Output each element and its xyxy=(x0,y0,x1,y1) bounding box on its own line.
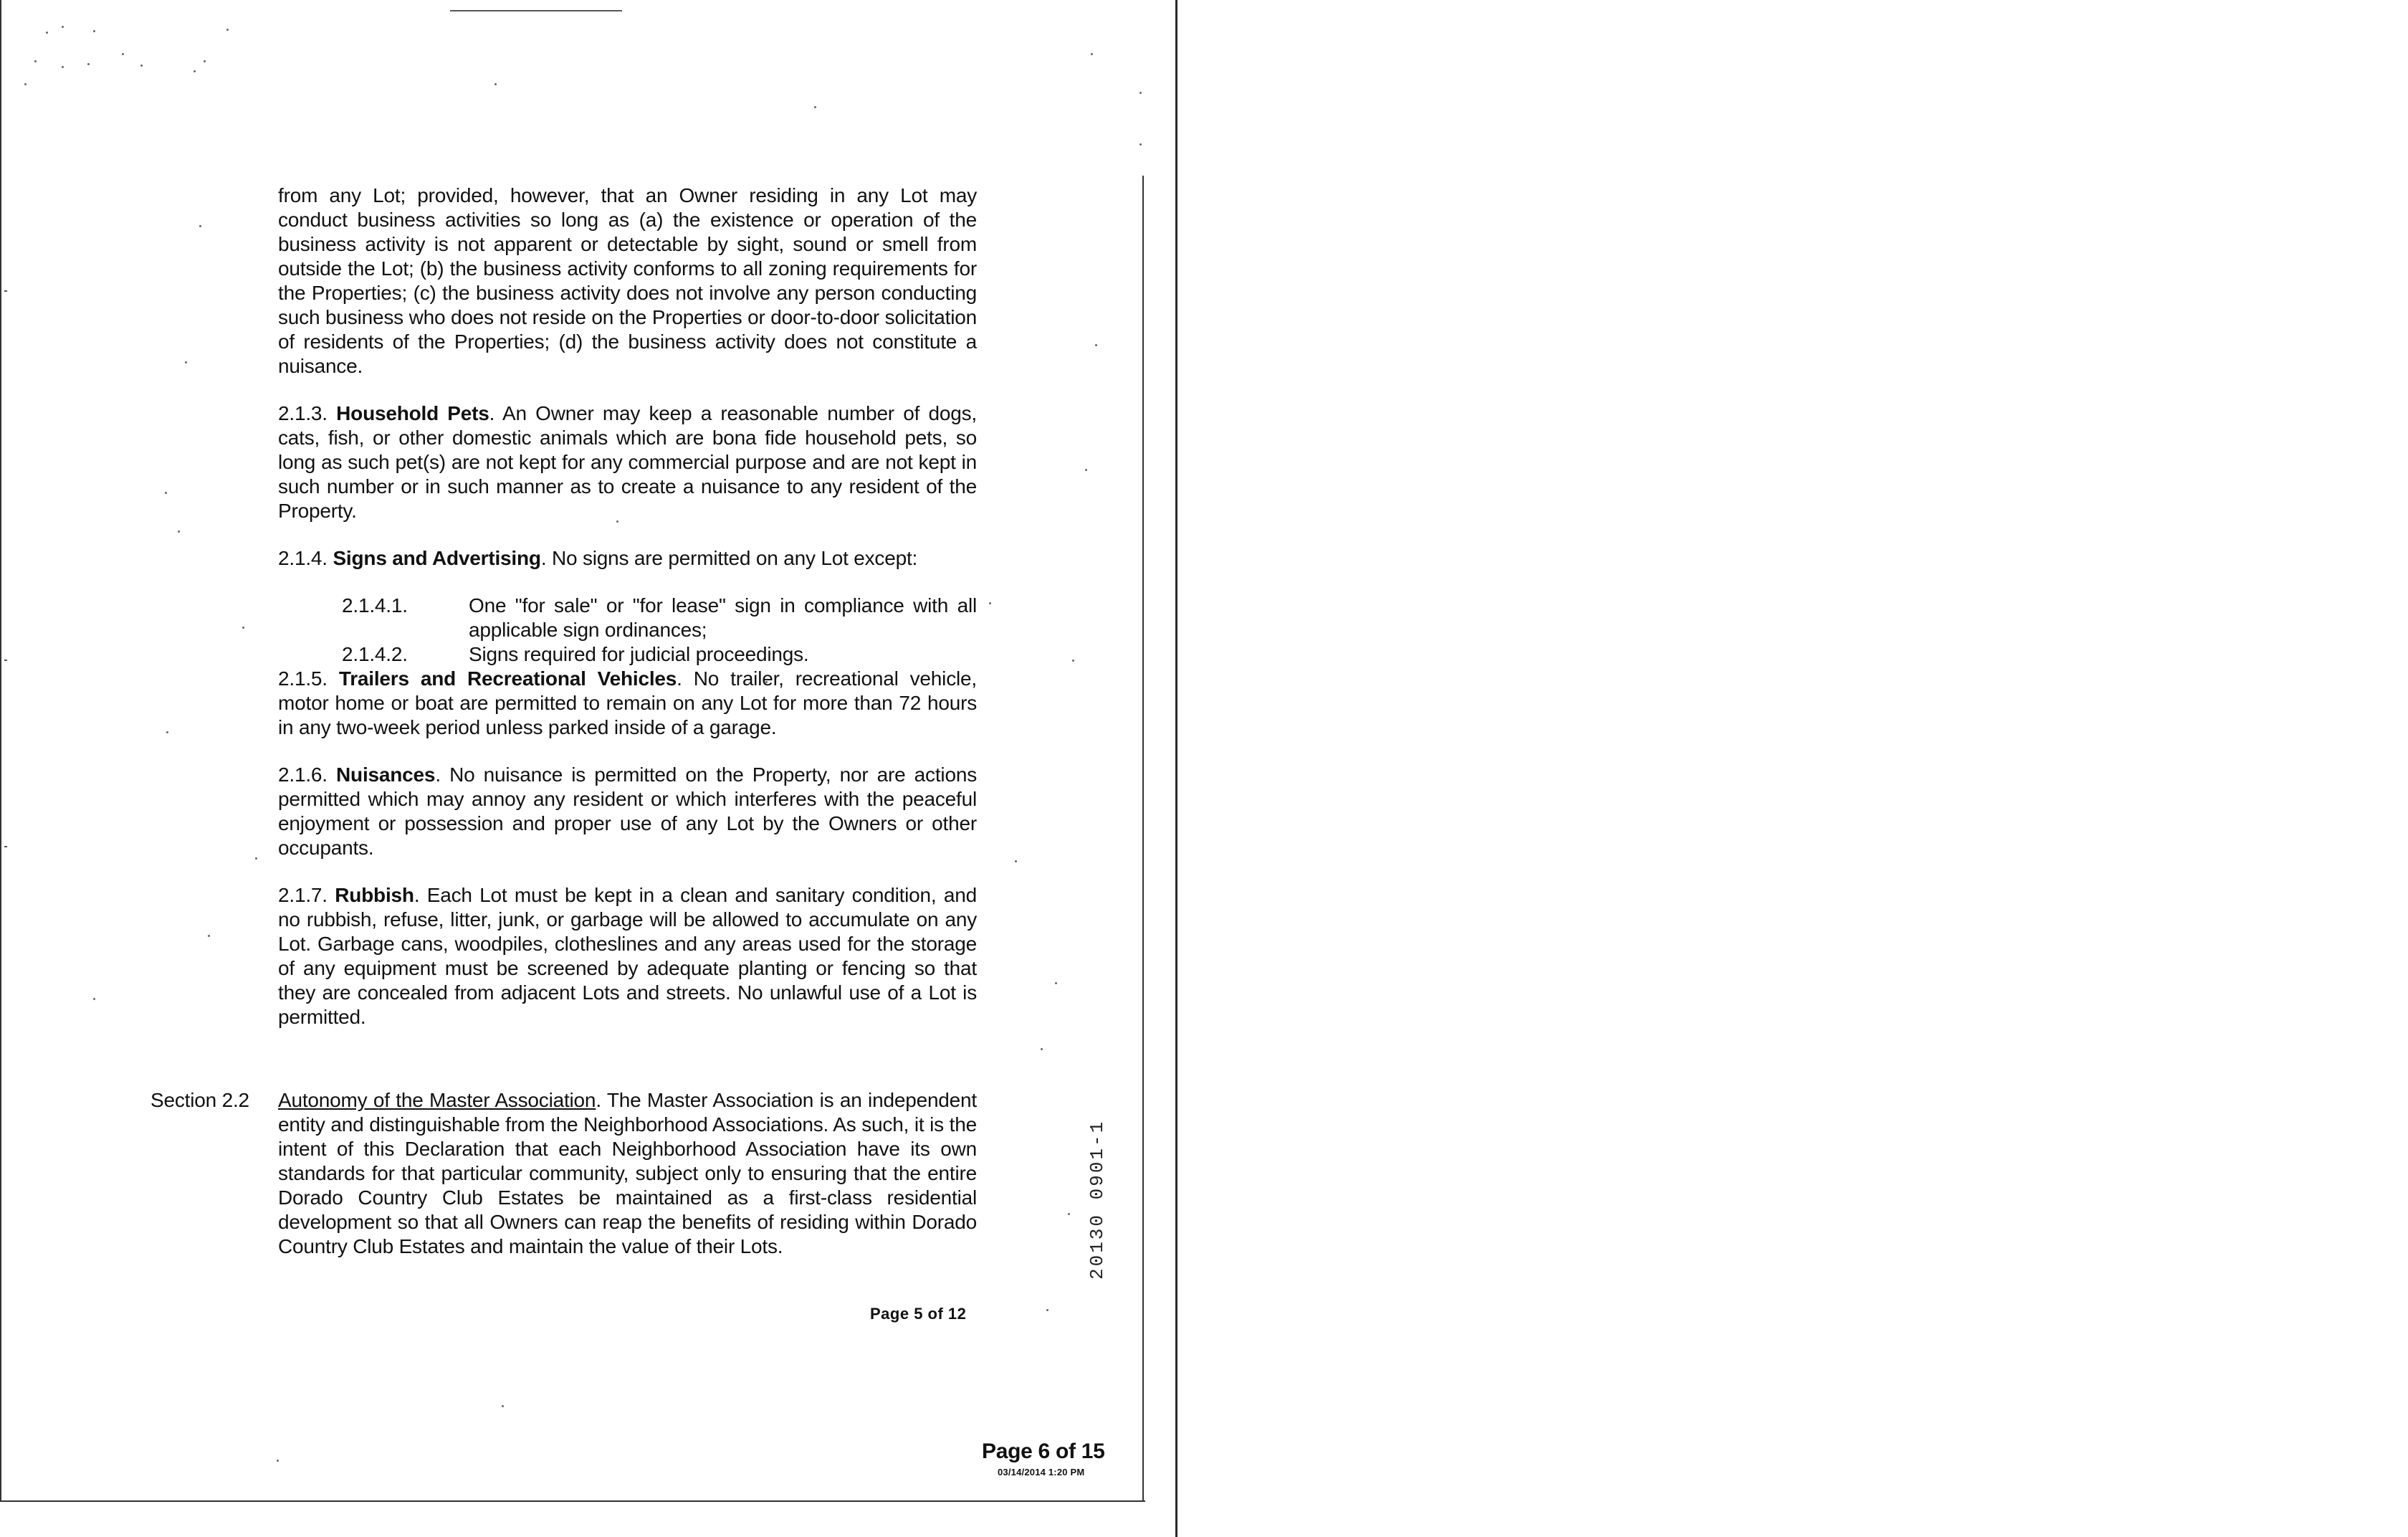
scan-speck xyxy=(208,935,210,937)
sublist-item-text: One "for sale" or "for lease" sign in compliance with all applicable sign ordinances; xyxy=(469,594,977,641)
blank-right-area xyxy=(1177,0,2408,1537)
continuation-paragraph: from any Lot; provided, however, that an Owner residing in any Lot may conduct business activities so long as (a) the existence or operation of the business activity is not apparent or detectable by sight, sound or smell from outside the Lot; (b) the business activity conforms to all zoning requirements for the Properties; (c) the business activity does not involve any person conducting such business who does not reside on the Properties or door-to-door solicitation of residents of the Properties; (d) the business activity does not constitute a nuisance. xyxy=(278,184,977,377)
page-frame-bottom xyxy=(0,1500,1145,1502)
section-heading: Nuisances xyxy=(336,763,436,786)
section-number: 2.1.5. xyxy=(278,667,328,690)
section-heading: Household Pets xyxy=(336,402,489,424)
sublist-item xyxy=(278,642,977,667)
scan-speck xyxy=(1085,469,1087,471)
section-2-2 xyxy=(150,1088,977,1259)
scan-speck xyxy=(1072,660,1074,662)
sublist-item-number: 2.1.4.1. xyxy=(342,594,408,617)
scan-speck xyxy=(166,731,168,733)
section-text: No signs are permitted on any Lot except: xyxy=(552,547,918,569)
scan-speck xyxy=(242,627,244,629)
scan-speck xyxy=(502,1405,504,1407)
scan-speck xyxy=(1041,1048,1043,1050)
scan-speck xyxy=(1140,143,1142,146)
section-text: No trailer, recreational vehicle, motor home or boat are permitted to remain on any Lot for more than 72 hours in any two-week period unless parked inside of a garage. xyxy=(278,667,977,738)
scan-speck xyxy=(140,65,143,67)
section-2-2-text xyxy=(278,1088,977,1259)
scan-speck xyxy=(814,106,816,108)
document-body xyxy=(278,184,977,1029)
section-text: An Owner may keep a reasonable number of dogs, cats, fish, or other domestic animals which are bona fide household pets, so long as such pet(s) are not kept for any commercial purpose and are not kept in such number or in such manner as to create a nuisance to any resident of the Property. xyxy=(278,402,977,522)
section-2-1-7 xyxy=(278,883,977,1029)
section-title: Autonomy of the Master Association xyxy=(278,1089,596,1111)
footer-page-number: Page 6 of 15 xyxy=(982,1440,1105,1463)
scan-speck xyxy=(46,32,48,34)
sublist-item xyxy=(278,594,977,642)
heading-period: . xyxy=(435,763,441,786)
scan-speck xyxy=(1068,1213,1070,1215)
signs-sublist xyxy=(278,594,977,667)
footer-timestamp: 03/14/2014 1:20 PM xyxy=(998,1467,1085,1477)
section-2-1-6 xyxy=(278,763,977,860)
scan-speck xyxy=(494,83,497,85)
page-frame-right xyxy=(1142,176,1144,1502)
scan-speck xyxy=(1015,860,1017,862)
sublist-item-number: 2.1.4.2. xyxy=(342,643,408,665)
scan-speck xyxy=(1055,982,1057,984)
scan-speck xyxy=(62,26,64,28)
section-number: 2.1.6. xyxy=(278,763,328,786)
heading-period: . xyxy=(677,667,682,690)
scan-speck xyxy=(1095,344,1097,346)
scan-speck xyxy=(1091,53,1093,55)
scan-speck xyxy=(989,602,991,604)
section-text: Each Lot must be kept in a clean and sanitary condition, and no rubbish, refuse, litter, junk, or garbage will be allowed to accumulate on any Lot. Garbage cans, woodpiles, clotheslines and any areas used for the storage of any equipment must be screened by adequate planting or fencing so that they are concealed from adjacent Lots and streets. No unlawful use of a Lot is permitted. xyxy=(278,884,977,1028)
heading-period: . xyxy=(540,547,547,569)
scan-speck xyxy=(255,857,257,860)
scan-speck xyxy=(93,998,95,1000)
section-body: The Master Association is an independent entity and distinguishable from the Neighborhood Associations. As such, it is the intent of this Declaration that each Neighborhood Association have its own standards for that particular community, subject only to ensuring that the entire Dorado Country Club Estates be maintained as a first-class residential development so that all Owners can reap the benefits of residing within Dorado Country Club Estates and maintain the value of their Lots. xyxy=(278,1089,978,1257)
scan-speck xyxy=(1140,92,1142,94)
scan-speck xyxy=(122,53,124,55)
sublist-item-text: Signs required for judicial proceedings. xyxy=(469,643,809,665)
scan-speck xyxy=(277,1460,279,1462)
section-heading: Signs and Advertising xyxy=(333,547,541,569)
section-2-1-4 xyxy=(278,546,977,571)
scan-speck xyxy=(185,361,187,363)
scan-speck xyxy=(194,70,196,72)
page-frame-left xyxy=(0,0,1,1502)
scan-speck xyxy=(165,492,167,494)
scan-speck xyxy=(178,530,180,533)
scan-speck xyxy=(24,83,27,85)
section-2-1-3 xyxy=(278,401,977,523)
title-period: . xyxy=(596,1089,601,1111)
section-heading: Rubbish xyxy=(335,884,414,906)
scan-speck xyxy=(62,66,64,68)
scan-speck xyxy=(199,225,201,227)
scan-speck xyxy=(34,60,37,62)
recording-stamp-vertical: 20130 0901-1 xyxy=(1086,1119,1108,1280)
scan-speck xyxy=(87,63,90,65)
scan-speck xyxy=(1046,1309,1048,1311)
scan-speck xyxy=(204,60,206,62)
heading-period: . xyxy=(489,402,495,424)
section-heading: Trailers and Recreational Vehicles xyxy=(338,667,677,690)
section-number: 2.1.7. xyxy=(278,884,328,906)
top-scan-rule xyxy=(450,10,622,11)
section-2-1-5 xyxy=(278,667,977,740)
section-number: 2.1.4. xyxy=(278,547,328,569)
section-label: Section 2.2 xyxy=(150,1089,249,1111)
section-text: No nuisance is permitted on the Property, nor are actions permitted which may annoy any resident or which interferes with the peaceful enjoyment or possession and proper use of any Lot by the Owners or other occupants. xyxy=(278,763,977,859)
section-number: 2.1.3. xyxy=(278,402,328,424)
scan-speck xyxy=(226,29,229,31)
heading-period: . xyxy=(414,884,420,906)
inner-page-number: Page 5 of 12 xyxy=(870,1305,967,1323)
scan-speck xyxy=(93,30,95,32)
